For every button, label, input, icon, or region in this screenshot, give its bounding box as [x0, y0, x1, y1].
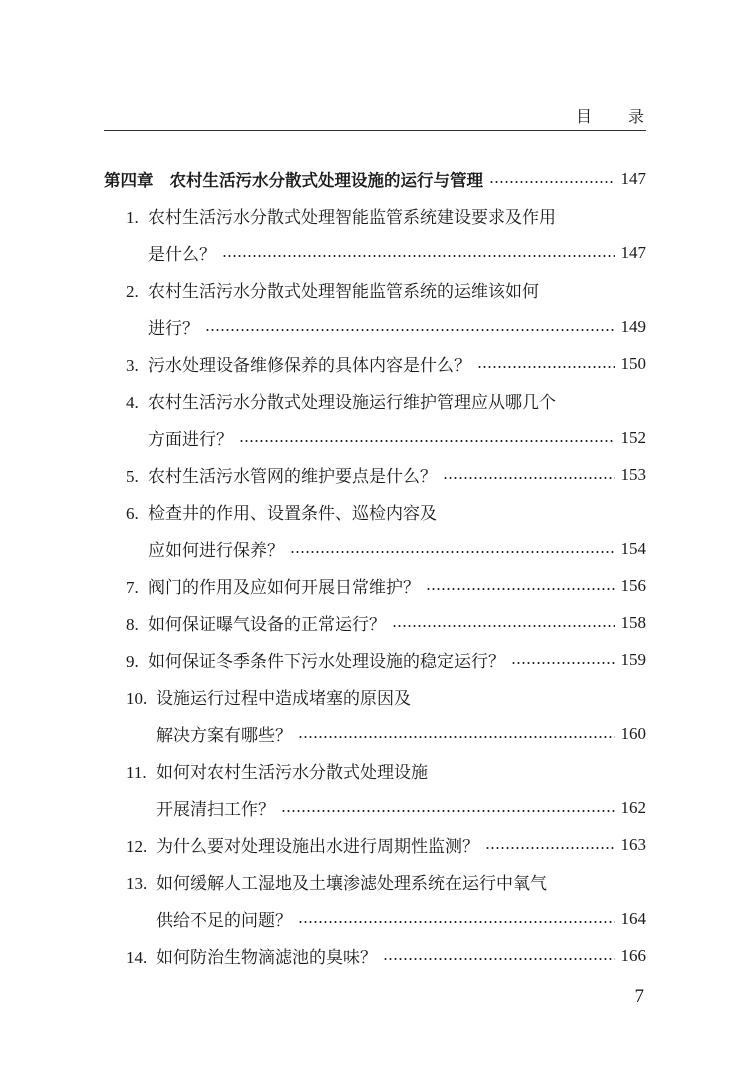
running-header-title: 目录: [575, 107, 680, 126]
toc-entry-7[interactable]: [104, 567, 646, 604]
leader-dots: [383, 958, 615, 960]
entry-title-line-1: 如何保证冬季条件下污水处理设施的稳定运行？: [148, 652, 505, 672]
entry-title-line-1: 如何保证曝气设备的正常运行？: [148, 615, 386, 635]
page-folio-number: 7: [634, 986, 644, 1007]
chapter-title: 农村生活污水分散式处理设施的运行与管理: [169, 170, 483, 190]
toc-entry-6-cont[interactable]: [104, 530, 646, 567]
entry-number: 13.: [126, 874, 148, 893]
toc-entry-11[interactable]: [104, 752, 646, 789]
leader-dots: [511, 662, 615, 664]
toc-entry-10-cont[interactable]: [104, 715, 646, 752]
leader-dots: [222, 255, 615, 257]
toc-entry-3[interactable]: [104, 345, 646, 382]
toc-entry-4[interactable]: [104, 382, 646, 419]
entry-number: 6.: [126, 504, 139, 523]
entry-title-line-1: 污水处理设备维修保养的具体内容是什么？: [148, 356, 471, 376]
entry-number: 11.: [126, 763, 147, 782]
leader-dots: [392, 625, 615, 627]
toc-entry-14[interactable]: [104, 937, 646, 974]
toc-chapter-heading[interactable]: [104, 160, 646, 197]
leader-dots: [485, 847, 615, 849]
entry-page-number: 164: [620, 908, 646, 928]
entry-page-number: 158: [620, 612, 646, 632]
entry-title-line-1: 阀门的作用及应如何开展日常维护？: [148, 578, 420, 598]
entry-title-line-2: 进行？: [148, 319, 199, 339]
entry-number: 5.: [126, 467, 139, 486]
entry-number: 10.: [126, 689, 148, 708]
leader-dots: [239, 440, 615, 442]
entry-page-number: 147: [620, 242, 646, 262]
entry-page-number: 159: [620, 649, 646, 669]
entry-title-line-1: 如何缓解人工湿地及土壤渗滤处理系统在运行中氧气: [156, 874, 547, 894]
entry-title-line-2: 是什么？: [148, 245, 216, 265]
header-rule: [104, 130, 646, 131]
toc-entry-4-cont[interactable]: [104, 419, 646, 456]
toc-entry-1[interactable]: [104, 197, 646, 234]
entry-title-line-1: 农村生活污水分散式处理设施运行维护管理应从哪几个: [148, 393, 556, 413]
leader-dots: [281, 810, 615, 812]
chapter-page-number: 147: [620, 168, 646, 188]
chapter-label: 第四章: [104, 170, 154, 190]
entry-number: 8.: [126, 615, 139, 634]
entry-page-number: 162: [620, 797, 646, 817]
toc-entry-13-cont[interactable]: [104, 900, 646, 937]
entry-page-number: 154: [620, 538, 646, 558]
entry-page-number: 156: [620, 575, 646, 595]
toc-entry-8[interactable]: [104, 604, 646, 641]
toc-entry-9[interactable]: [104, 641, 646, 678]
toc-entry-2[interactable]: [104, 271, 646, 308]
entry-title-line-2: 应如何进行保养？: [148, 541, 284, 561]
entry-page-number: 166: [620, 945, 646, 965]
entry-title-line-1: 检查井的作用、设置条件、巡检内容及: [148, 504, 437, 524]
entry-page-number: 160: [620, 723, 646, 743]
entry-title-line-1: 如何对农村生活污水分散式处理设施: [156, 763, 428, 783]
entry-title-line-1: 农村生活污水管网的维护要点是什么？: [148, 467, 437, 487]
entry-title-line-2: 开展清扫工作？: [156, 800, 275, 820]
leader-dots: [489, 181, 615, 183]
toc-entry-6[interactable]: [104, 493, 646, 530]
entry-title-line-1: 为什么要对处理设施出水进行周期性监测？: [156, 837, 479, 857]
entry-number: 9.: [126, 652, 139, 671]
entry-number: 12.: [126, 837, 148, 856]
entry-number: 4.: [126, 393, 139, 412]
toc-entry-5[interactable]: [104, 456, 646, 493]
leader-dots: [443, 477, 615, 479]
entry-number: 1.: [126, 208, 139, 227]
entry-number: 2.: [126, 282, 139, 301]
leader-dots: [290, 551, 615, 553]
toc-entry-10[interactable]: [104, 678, 646, 715]
entry-title-line-1: 农村生活污水分散式处理智能监管系统的运维该如何: [148, 282, 539, 302]
toc-entry-2-cont[interactable]: [104, 308, 646, 345]
leader-dots: [205, 329, 615, 331]
toc-entry-12[interactable]: [104, 826, 646, 863]
entry-title-line-1: 设施运行过程中造成堵塞的原因及: [156, 689, 411, 709]
entry-page-number: 163: [620, 834, 646, 854]
entry-title-line-2: 方面进行？: [148, 430, 233, 450]
entry-number: 3.: [126, 356, 139, 375]
entry-number: 7.: [126, 578, 139, 597]
leader-dots: [298, 736, 615, 738]
toc-entry-1-cont[interactable]: [104, 234, 646, 271]
entry-page-number: 152: [620, 427, 646, 447]
entry-number: 14.: [126, 948, 148, 967]
leader-dots: [477, 366, 615, 368]
entry-title-line-1: 农村生活污水分散式处理智能监管系统建设要求及作用: [148, 208, 556, 228]
entry-title-line-1: 如何防治生物滴滤池的臭味？: [156, 948, 377, 968]
leader-dots: [298, 921, 615, 923]
entry-title-line-2: 解决方案有哪些？: [156, 726, 292, 746]
entry-page-number: 150: [620, 353, 646, 373]
entry-page-number: 149: [620, 316, 646, 336]
toc-entry-13[interactable]: [104, 863, 646, 900]
entry-title-line-2: 供给不足的问题？: [156, 911, 292, 931]
toc-entry-11-cont[interactable]: [104, 789, 646, 826]
entry-page-number: 153: [620, 464, 646, 484]
leader-dots: [426, 588, 615, 590]
